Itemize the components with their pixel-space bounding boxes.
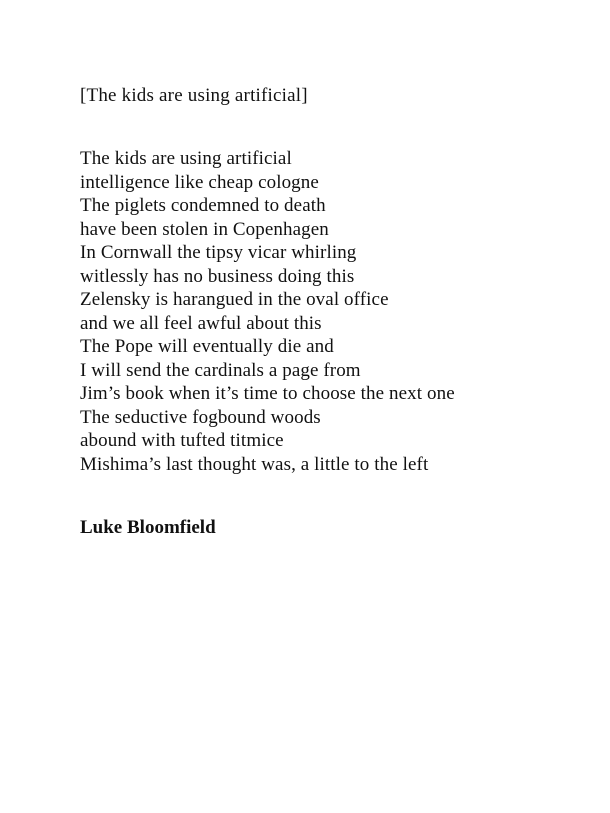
poem-body: [80, 147, 590, 476]
poem-line: intelligence like cheap cologne: [80, 171, 319, 193]
poem-title: [The kids are using artificial]: [80, 85, 308, 106]
poem-line: have been stolen in Copenhagen: [80, 218, 329, 240]
poem-page: [80, 84, 590, 540]
poem-line: The seductive fogbound woods: [80, 406, 321, 428]
poem-line: Jim’s book when it’s time to choose the next one: [80, 383, 455, 404]
author-name: Luke Bloomfield: [80, 517, 216, 538]
poem-line: The Pope will eventually die and: [80, 336, 334, 357]
poem-line: In Cornwall the tipsy vicar whirling: [80, 242, 357, 263]
poem-line: witlessly has no business doing this: [80, 265, 355, 287]
poem-line: Mishima’s last thought was, a little to the left: [80, 453, 429, 475]
poem-line: I will send the cardinals a page from: [80, 359, 361, 381]
poem-line: and we all feel awful about this: [80, 312, 322, 334]
poem-line: abound with tufted titmice: [80, 430, 284, 451]
poem-line: The kids are using artificial: [80, 148, 292, 169]
poem-line: The piglets condemned to death: [80, 195, 326, 216]
poem-line: Zelensky is harangued in the oval office: [80, 289, 389, 310]
